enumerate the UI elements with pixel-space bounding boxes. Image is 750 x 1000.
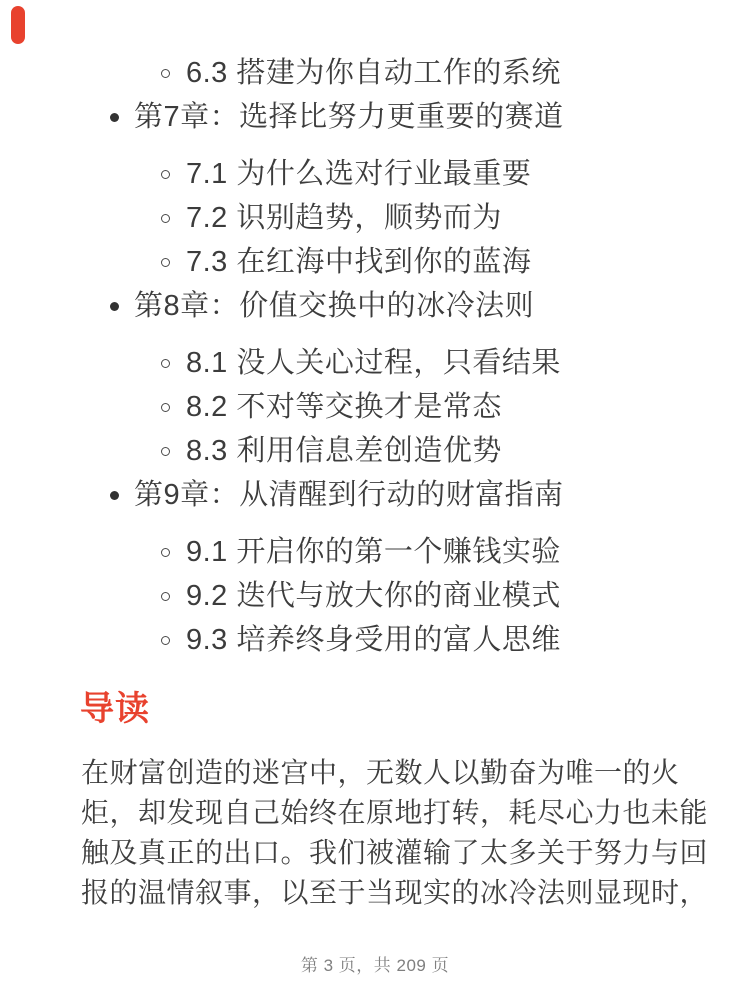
toc-item: [0, 625, 750, 655]
toc-item: [0, 203, 750, 233]
paragraph-line: 触及真正的出口。我们被灌输了太多关于努力与回: [81, 837, 709, 868]
toc-item-label: 6.3 搭建为你自动工作的系统: [186, 57, 561, 89]
toc-chapter-item: [0, 102, 750, 132]
circle-bullet-icon: [161, 69, 170, 78]
toc-item-label: 8.1 没人关心过程，只看结果: [186, 347, 561, 379]
toc-item-label: 8.2 不对等交换才是常态: [186, 391, 502, 423]
toc-item-label: 9.1 开启你的第一个赚钱实验: [186, 536, 561, 568]
circle-bullet-icon: [161, 403, 170, 412]
circle-bullet-icon: [161, 170, 170, 179]
scroll-indicator-bar: [11, 6, 25, 44]
paragraph-line: 炬，却发现自己始终在原地打转，耗尽心力也未能: [81, 797, 709, 828]
toc-item-label: 第8章：价值交换中的冰冷法则: [134, 290, 535, 322]
toc-item-label: 7.3 在红海中找到你的蓝海: [186, 246, 532, 278]
circle-bullet-icon: [161, 258, 170, 267]
toc-item: [0, 159, 750, 189]
toc-item-label: 第7章：选择比努力更重要的赛道: [134, 101, 564, 133]
toc-item-label: 9.3 培养终身受用的富人思维: [186, 624, 561, 656]
toc-item-label: 8.3 利用信息差创造优势: [186, 435, 502, 467]
circle-bullet-icon: [161, 214, 170, 223]
circle-bullet-icon: [161, 548, 170, 557]
body-paragraph: [81, 753, 711, 913]
page-number-indicator: 第 3 页，共 209 页: [300, 956, 450, 975]
section-heading: 导读: [80, 690, 150, 728]
toc-item: [0, 58, 750, 88]
toc-item-label: 9.2 迭代与放大你的商业模式: [186, 580, 561, 612]
paragraph-line: 报的温情叙事，以至于当现实的冰冷法则显现时，: [81, 877, 709, 908]
dot-bullet-icon: [110, 491, 119, 500]
toc-item: [0, 581, 750, 611]
toc-item-label: 7.1 为什么选对行业最重要: [186, 158, 532, 190]
toc-item: [0, 537, 750, 567]
toc-item-label: 第9章：从清醒到行动的财富指南: [134, 479, 564, 511]
toc-item-label: 7.2 识别趋势，顺势而为: [186, 202, 502, 234]
dot-bullet-icon: [110, 302, 119, 311]
circle-bullet-icon: [161, 636, 170, 645]
dot-bullet-icon: [110, 113, 119, 122]
circle-bullet-icon: [161, 447, 170, 456]
circle-bullet-icon: [161, 592, 170, 601]
toc-item: [0, 392, 750, 422]
toc-item: [0, 436, 750, 466]
toc-chapter-item: [0, 480, 750, 510]
toc-item: [0, 247, 750, 277]
paragraph-line: 在财富创造的迷宫中，无数人以勤奋为唯一的火: [81, 757, 680, 788]
circle-bullet-icon: [161, 359, 170, 368]
toc-chapter-item: [0, 291, 750, 321]
toc-item: [0, 348, 750, 378]
